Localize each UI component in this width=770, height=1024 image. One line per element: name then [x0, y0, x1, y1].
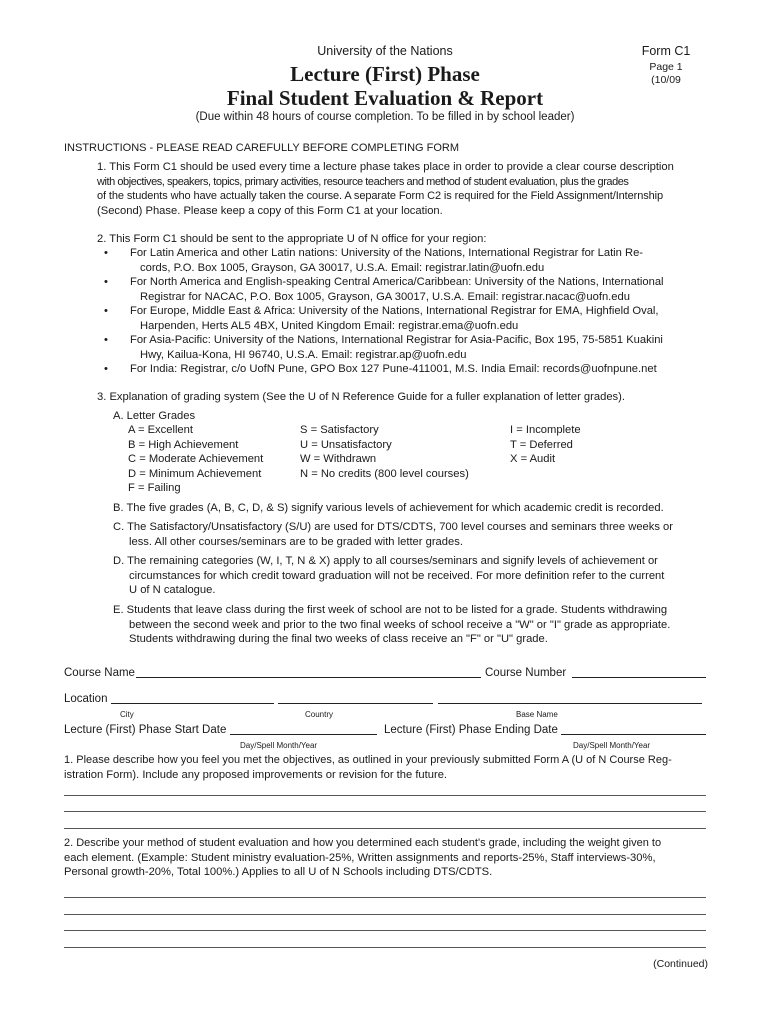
location-country-field[interactable] — [278, 693, 433, 704]
form-title-line1: Lecture (First) Phase — [290, 62, 480, 86]
grading-line: E. Students that leave class during the first week of school are not to be listed for a grade. Students withdrawing — [113, 604, 668, 616]
grading-line: D. The remaining categories (W, I, T, N & X) apply to all courses/seminars and signify levels of achievement or — [113, 555, 658, 567]
grade-definition: D = Minimum Achievement — [128, 467, 262, 480]
grade-definition: B = High Achievement — [128, 438, 239, 451]
grade-definition: U = Unsatisfactory — [300, 438, 392, 451]
region-line: For North America and English-speaking Central America/Caribbean: University of the Nations, International — [130, 276, 664, 288]
answer-line-2[interactable] — [64, 947, 706, 948]
grade-definition: F = Failing — [128, 482, 181, 495]
instruction-1-line: 1. This Form C1 should be used every time a lecture phase takes place in order to provide a clear course description — [97, 161, 674, 173]
instruction-item-1-cont2 — [97, 189, 709, 218]
location-city-field[interactable] — [111, 693, 274, 704]
instruction-item-2: 2. This Form C1 should be sent to the appropriate U of N office for your region: — [97, 233, 487, 245]
instructions-heading: INSTRUCTIONS - PLEASE READ CAREFULLY BEFORE COMPLETING FORM — [64, 142, 460, 154]
end-date-caption: Day/Spell Month/Year — [573, 741, 651, 750]
grading-item-e — [113, 603, 713, 647]
instruction-item-1-cont — [97, 175, 709, 190]
grade-definition: C = Moderate Achievement — [128, 453, 264, 466]
grading-item-b — [113, 501, 713, 516]
course-number-label: Course Number — [485, 667, 567, 679]
instruction-1-line: of the students who have actually taken the course. A separate Form C2 is required for the Field Assignment/Internship — [97, 190, 664, 202]
start-date-field[interactable] — [230, 724, 377, 735]
answer-line-2[interactable] — [64, 897, 706, 898]
grading-line: between the second week and prior to the two final weeks of school receive a "W" or "I" grade as appropriate. — [129, 618, 671, 631]
bullet-icon: • — [104, 305, 108, 317]
region-line: For India: Registrar, c/o UofN Pune, GPO Box 127 Pune-411001, M.S. India Email: records@uofnpune.net — [130, 363, 657, 375]
grading-line: less. All other courses/seminars are to be graded with letter grades. — [129, 535, 463, 548]
question-line: 2. Describe your method of student evaluation and how you determined each student's grade, including the weight given to — [64, 837, 662, 849]
location-base-field[interactable] — [438, 693, 702, 704]
region-line: For Latin America and other Latin nations: University of the Nations, International Registrar for Latin Re- — [130, 247, 644, 259]
grading-item-d — [113, 554, 713, 598]
answer-line-2[interactable] — [64, 914, 706, 915]
question-line: each element. (Example: Student ministry evaluation-25%, Written assignments and reports-25%, Staff interviews-30%, — [64, 851, 656, 864]
answer-line-1[interactable] — [64, 811, 706, 812]
region-line: Harpenden, Herts AL5 4BX, United Kingdom Email: registrar.ema@uofn.edu — [140, 319, 519, 332]
region-line: For Europe, Middle East & Africa: University of the Nations, International Registrar for EMA, Highfield Oval, — [130, 305, 659, 317]
form-id: Form C1 — [641, 44, 691, 58]
region-line: cords, P.O. Box 1005, Grayson, GA 30017, U.S.A. Email: registrar.latin@uofn.edu — [140, 261, 545, 274]
form-subtitle: (Due within 48 hours of course completion. To be filled in by school leader) — [195, 111, 575, 123]
question-line: istration Form). Include any proposed improvements or revision for the future. — [64, 768, 448, 781]
question-line: Personal growth-20%, Total 100%.) Applies to all U of N Schools including DTS/CDTS. — [64, 866, 493, 879]
grading-line: U of N catalogue. — [129, 584, 216, 597]
grading-line: C. The Satisfactory/Unsatisfactory (S/U) are used for DTS/CDTS, 700 level courses and seminars three weeks or — [113, 521, 674, 533]
grade-definition: T = Deferred — [510, 438, 573, 451]
country-caption: Country — [305, 710, 334, 719]
grade-definition: S = Satisfactory — [300, 424, 379, 436]
instruction-1-line: with objectives, speakers, topics, primary activities, resource teachers and method of student evaluation, plus the grades — [97, 176, 629, 188]
answer-line-1[interactable] — [64, 828, 706, 829]
start-date-caption: Day/Spell Month/Year — [240, 741, 318, 750]
grades-column-3 — [510, 423, 581, 467]
start-date-label: Lecture (First) Phase Start Date — [64, 724, 227, 736]
bullet-icon: • — [104, 247, 108, 259]
question-1 — [64, 753, 710, 782]
continued-note: (Continued) — [653, 958, 708, 970]
grades-column-2 — [300, 423, 469, 481]
bullet-icon: • — [104, 334, 108, 346]
grading-item-c — [113, 520, 713, 549]
grading-line: circumstances for which credit toward graduation will not be received. For more definition refer to the current — [129, 569, 665, 582]
region-line: For Asia-Pacific: University of the Nations, International Registrar for Asia-Pacific, Box 195, 75-5851 Kuakini — [130, 334, 663, 346]
region-line: Registrar for NACAC, P.O. Box 1005, Grayson, GA 30017, U.S.A. Email: registrar.nacac@uofn.edu — [140, 290, 630, 303]
letter-grades-heading: A. Letter Grades — [113, 410, 196, 422]
location-label: Location — [64, 693, 108, 705]
answer-line-1[interactable] — [64, 795, 706, 796]
form-revision: (10/09 — [651, 74, 681, 86]
page-number: Page 1 — [649, 61, 683, 73]
question-line: 1. Please describe how you feel you met the objectives, as outlined in your previously submitted Form A (U of N Course Reg- — [64, 754, 672, 766]
instruction-1-line: (Second) Phase. Please keep a copy of this Form C1 at your location. — [97, 204, 443, 217]
bullet-icon: • — [104, 363, 108, 375]
region-line: Hwy, Kailua-Kona, HI 96740, U.S.A. Email: registrar.ap@uofn.edu — [140, 348, 467, 361]
course-name-label: Course Name — [64, 667, 135, 679]
grade-definition: A = Excellent — [128, 424, 193, 436]
course-number-field[interactable] — [572, 667, 706, 678]
bullet-icon: • — [104, 276, 108, 288]
grade-definition: I = Incomplete — [510, 424, 581, 436]
end-date-field[interactable] — [561, 724, 706, 735]
grading-line: B. The five grades (A, B, C, D, & S) signify various levels of achievement for which academic credit is recorded. — [113, 502, 664, 514]
instruction-item-3: 3. Explanation of grading system (See the U of N Reference Guide for a fuller explanation of letter grades). — [97, 391, 625, 403]
grade-definition: N = No credits (800 level courses) — [300, 467, 469, 480]
answer-line-2[interactable] — [64, 930, 706, 931]
grade-definition: X = Audit — [510, 453, 556, 466]
base-name-caption: Base Name — [516, 710, 558, 719]
grading-line: Students withdrawing during the final two weeks of class receive an "F" or "U" grade. — [129, 633, 548, 646]
university-name: University of the Nations — [317, 44, 453, 58]
grades-column-1 — [128, 423, 263, 496]
city-caption: City — [120, 710, 134, 719]
course-name-field[interactable] — [136, 667, 481, 678]
question-2 — [64, 836, 710, 880]
form-title-line2: Final Student Evaluation & Report — [226, 86, 544, 110]
grade-definition: W = Withdrawn — [300, 453, 377, 466]
end-date-label: Lecture (First) Phase Ending Date — [384, 724, 558, 736]
instruction-item-1 — [97, 160, 709, 175]
